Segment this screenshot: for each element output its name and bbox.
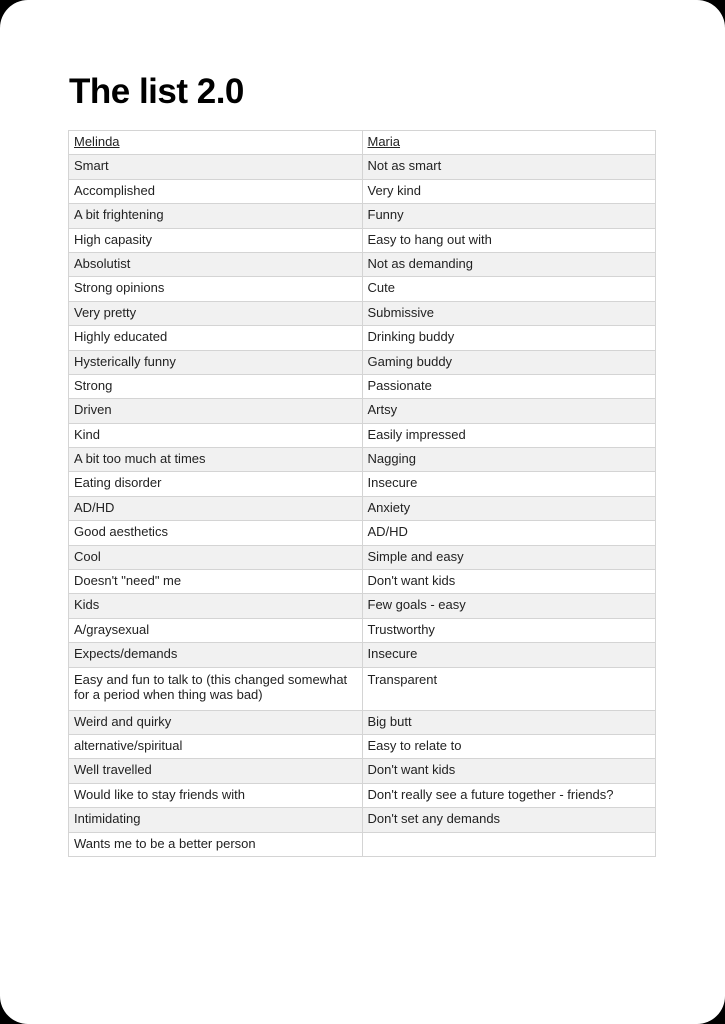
cell-maria: Anxiety [362, 496, 656, 520]
cell-melinda: Strong [69, 374, 363, 398]
table-row [69, 423, 656, 447]
page-title: The list 2.0 [69, 72, 244, 111]
cell-maria: Don't want kids [362, 570, 656, 594]
cell-maria [362, 832, 656, 856]
cell-melinda: Well travelled [69, 759, 363, 783]
cell-melinda: Hysterically funny [69, 350, 363, 374]
cell-melinda: Cool [69, 545, 363, 569]
cell-maria: Funny [362, 204, 656, 228]
cell-maria: Few goals - easy [362, 594, 656, 618]
cell-melinda: Kind [69, 423, 363, 447]
cell-melinda: A/graysexual [69, 618, 363, 642]
cell-maria: Transparent [362, 667, 656, 710]
cell-melinda: Easy and fun to talk to (this changed somewhat for a period when thing was bad) [69, 667, 363, 710]
cell-maria: Drinking buddy [362, 326, 656, 350]
cell-maria: Submissive [362, 301, 656, 325]
comparison-table [68, 130, 656, 857]
cell-melinda: alternative/spiritual [69, 734, 363, 758]
table-row [69, 277, 656, 301]
table-row [69, 734, 656, 758]
cell-maria: Easy to relate to [362, 734, 656, 758]
cell-maria: Cute [362, 277, 656, 301]
cell-maria: Not as smart [362, 155, 656, 179]
cell-melinda: Kids [69, 594, 363, 618]
table-row [69, 374, 656, 398]
cell-melinda: Would like to stay friends with [69, 783, 363, 807]
table-row [69, 399, 656, 423]
cell-maria: Easily impressed [362, 423, 656, 447]
cell-melinda: Absolutist [69, 252, 363, 276]
table-row [69, 496, 656, 520]
table-row [69, 228, 656, 252]
table-row [69, 570, 656, 594]
table-row [69, 448, 656, 472]
cell-melinda: Good aesthetics [69, 521, 363, 545]
column-header-maria: Maria [362, 131, 656, 155]
cell-melinda: Eating disorder [69, 472, 363, 496]
cell-melinda: Weird and quirky [69, 710, 363, 734]
cell-maria: AD/HD [362, 521, 656, 545]
cell-melinda: A bit frightening [69, 204, 363, 228]
cell-melinda: Highly educated [69, 326, 363, 350]
table-row [69, 832, 656, 856]
cell-maria: Trustworthy [362, 618, 656, 642]
cell-maria: Big butt [362, 710, 656, 734]
table-row [69, 155, 656, 179]
cell-maria: Artsy [362, 399, 656, 423]
table-row [69, 350, 656, 374]
cell-melinda: A bit too much at times [69, 448, 363, 472]
cell-maria: Passionate [362, 374, 656, 398]
cell-maria: Very kind [362, 179, 656, 203]
cell-maria: Simple and easy [362, 545, 656, 569]
cell-melinda: High capasity [69, 228, 363, 252]
cell-maria: Insecure [362, 643, 656, 667]
cell-melinda: Very pretty [69, 301, 363, 325]
table-row [69, 545, 656, 569]
cell-melinda: Driven [69, 399, 363, 423]
table-row [69, 326, 656, 350]
table-row [69, 643, 656, 667]
cell-melinda: Strong opinions [69, 277, 363, 301]
cell-maria: Nagging [362, 448, 656, 472]
cell-maria: Not as demanding [362, 252, 656, 276]
cell-melinda: Doesn't "need" me [69, 570, 363, 594]
column-header-melinda: Melinda [69, 131, 363, 155]
table-row [69, 252, 656, 276]
cell-maria: Gaming buddy [362, 350, 656, 374]
table-row [69, 783, 656, 807]
table-header-row [69, 131, 656, 155]
cell-maria: Don't set any demands [362, 808, 656, 832]
table-row [69, 759, 656, 783]
table-row [69, 179, 656, 203]
table-row [69, 204, 656, 228]
table-row [69, 710, 656, 734]
cell-maria: Don't want kids [362, 759, 656, 783]
table-row [69, 301, 656, 325]
cell-melinda: AD/HD [69, 496, 363, 520]
table-row [69, 594, 656, 618]
cell-maria: Easy to hang out with [362, 228, 656, 252]
cell-melinda: Expects/demands [69, 643, 363, 667]
cell-maria: Insecure [362, 472, 656, 496]
table-row [69, 808, 656, 832]
cell-melinda: Intimidating [69, 808, 363, 832]
table-row [69, 472, 656, 496]
cell-melinda: Wants me to be a better person [69, 832, 363, 856]
cell-melinda: Smart [69, 155, 363, 179]
cell-melinda: Accomplished [69, 179, 363, 203]
table-row [69, 618, 656, 642]
cell-maria: Don't really see a future together - friends? [362, 783, 656, 807]
table-row [69, 667, 656, 710]
table-row [69, 521, 656, 545]
